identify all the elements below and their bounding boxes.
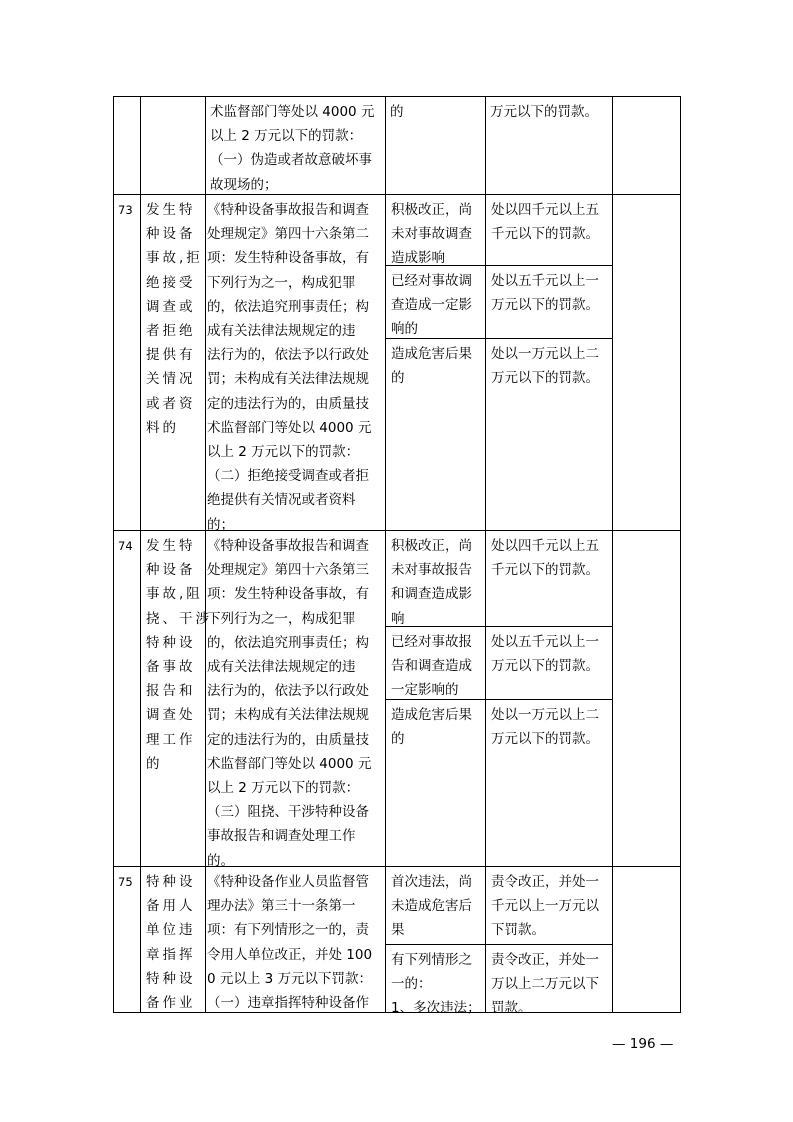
penalty-text: 责令改正，并处一 [491,952,599,968]
violation-subject-text: 者拒绝 [146,323,196,339]
legal-basis-text: 术监督部门等处以 4000 元 [207,419,372,436]
row-number: 73 [118,203,133,217]
legal-basis-text: 《特种设备事故报告和调查 [207,202,369,218]
circumstance-text: 未造成危害后 [391,898,472,915]
legal-basis-text: 项：有下列情形之一的，责 [207,922,369,939]
table-border-vertical [205,96,206,1013]
violation-subject-text: 绝接受 [146,274,196,291]
penalty-text: 万元以下的罚款。 [491,370,599,387]
table-border-vertical [113,96,114,1013]
penalty-text: 万以上二万元以下 [491,976,599,993]
penalty-text: 处以五千元以上一 [491,273,599,289]
legal-basis-text: 0 元以上 3 万元以下罚款： [207,970,373,987]
violation-subject-text: 单位违 [146,922,196,939]
violation-subject-text: 特种设 [146,634,196,651]
violation-subject-text: 提供有 [146,347,196,364]
circumstance-text: 积极改正，尚 [391,202,472,218]
legal-basis-text: 项：发生特种设备事故，有 [207,250,369,267]
penalty-text: 万元以下的罚款。 [491,658,599,675]
violation-subject-text: 或者资 [146,395,196,412]
violation-subject-text: 调查或 [146,298,196,315]
penalty-text: 千元以上一万元以 [491,898,599,915]
circumstance-text: 未对事故报告 [391,562,472,579]
legal-basis-text: 法行为的，依法予以行政处 [207,347,369,364]
legal-basis-text: 成有关法律法规规定的违 [207,323,356,339]
circumstance-text: 已经对事故调 [391,273,472,289]
legal-basis-text: 故现场的； [210,176,278,193]
circumstance-text: 的 [390,104,404,120]
penalty-text: 千元以下的罚款。 [491,226,599,243]
legal-basis-text: 法行为的，依法予以行政处 [207,683,369,700]
penalty-text: 下罚款。 [491,922,545,939]
table-border-horizontal [385,944,613,945]
violation-subject-text: 事故,拒 [146,250,203,267]
legal-basis-text: 罚；未构成有关法律法规规 [207,707,369,724]
violation-subject-text: 的 [146,755,163,772]
violation-subject-text: 调查处 [146,707,196,724]
penalty-text: 千元以下的罚款。 [491,562,599,579]
legal-basis-text: 定的违法行为的，由质量技 [207,395,369,412]
legal-basis-text: 下列行为之一，构成犯罪 [207,610,356,627]
violation-subject-text: 备事故 [146,659,196,675]
penalty-text: 处以一万元以上二 [491,346,599,362]
circumstance-text: 的 [391,370,405,387]
circumstance-text: 造成危害后果 [391,707,472,723]
penalty-text: 处以四千元以上五 [491,538,599,554]
circumstance-text: 有下列情形之 [391,952,472,968]
penalty-text: 处以五千元以上一 [491,634,599,650]
circumstance-text: 查造成一定影 [391,297,472,314]
legal-basis-text: 处理规定》第四十六条第三 [207,562,369,579]
legal-basis-text: 以上 2 万元以下的罚款： [207,444,360,460]
circumstance-text: 一定影响的 [391,682,459,699]
legal-basis-text: 理办法》第三十一条第一 [207,898,356,915]
table-border-vertical [680,96,681,1013]
violation-subject-text: 章指挥 [146,946,196,963]
legal-basis-text: 《特种设备事故报告和调查 [207,538,369,554]
table-border-horizontal [113,866,681,867]
table-border-vertical [612,96,613,1013]
circumstance-text: 1、多次违法； [391,1000,481,1017]
legal-basis-text: 的，依法追究刑事责任；构 [207,298,369,315]
legal-basis-text: 处理规定》第四十六条第二 [207,226,369,243]
violation-subject-text: 种设备 [146,226,196,243]
violation-subject-text: 特种设 [146,874,196,890]
legal-basis-text: 定的违法行为的，由质量技 [207,731,369,748]
violation-subject-text: 备用人 [146,898,196,915]
circumstance-text: 响的 [391,321,418,338]
legal-basis-text: （二）拒绝接受调查或者拒 [207,468,369,485]
violation-subject-text: 发生特 [146,538,196,554]
legal-basis-text: （一）违章指挥特种设备作 [207,995,369,1011]
violation-subject-text: 料的 [146,419,179,436]
circumstance-text: 造成影响 [391,250,445,267]
legal-basis-text: （一）伪造或者故意破坏事 [210,152,372,169]
legal-basis-text: 的； [207,516,234,533]
violation-subject-text: 报告和 [146,683,196,700]
legal-basis-text: 《特种设备作业人员监督管 [207,874,369,890]
penalty-text: 罚款。 [491,1000,532,1017]
violation-subject-text: 种设备 [146,562,196,579]
circumstance-text: 响 [391,610,405,627]
legal-basis-text: 下列行为之一，构成犯罪 [207,274,356,291]
violation-subject-text: 备作业 [146,995,196,1011]
legal-basis-text: 罚；未构成有关法律法规规 [207,371,369,388]
violation-subject-text: 事故,阻 [146,586,203,603]
circumstance-text: 已经对事故报 [391,634,472,650]
legal-basis-text: 事故报告和调查处理工作 [207,828,356,845]
table-border-horizontal [385,626,613,627]
legal-basis-text: 的，依法追究刑事责任；构 [207,634,369,651]
circumstance-text: 首次违法，尚 [391,874,472,890]
legal-basis-text: 以上 2 万元以下的罚款： [207,780,360,796]
legal-basis-text: 术监督部门等处以 4000 元 [207,755,372,772]
penalty-text: 万元以下的罚款。 [491,297,599,314]
circumstance-text: 告和调查造成 [391,658,472,675]
row-number: 75 [118,875,133,889]
circumstance-text: 未对事故调查 [391,226,472,243]
circumstance-text: 积极改正，尚 [391,538,472,554]
page-number: — 196 — [612,1036,674,1052]
penalty-text: 责令改正，并处一 [491,874,599,890]
table-border-horizontal [113,96,681,97]
legal-basis-text: 成有关法律法规规定的违 [207,659,356,675]
violation-subject-text: 发生特 [146,202,196,218]
violation-subject-text: 特种设 [146,970,196,987]
table-border-horizontal [113,530,681,531]
legal-basis-text: 绝提供有关情况或者资料 [207,492,356,509]
circumstance-text: 造成危害后果 [391,346,472,362]
penalty-text: 万元以下的罚款。 [490,104,598,120]
legal-basis-text: 令用人单位改正，并处 100 [207,946,373,963]
legal-basis-text: 术监督部门等处以 4000 元 [210,104,375,120]
legal-basis-text: （三）阻挠、干涉特种设备 [207,804,369,821]
legal-basis-text: 以上 2 万元以下的罚款： [210,128,363,145]
violation-subject-text: 理工作 [146,731,196,748]
table-border-vertical [140,96,141,1013]
penalty-text: 处以四千元以上五 [491,202,599,218]
legal-basis-text: 项：发生特种设备事故，有 [207,586,369,603]
table-border-vertical [485,96,486,1013]
violation-subject-text: 挠、干涉 [146,610,212,627]
table-border-vertical [385,96,386,1013]
row-number: 74 [118,539,133,553]
penalty-text: 处以一万元以上二 [491,707,599,723]
table-border-horizontal [385,338,613,339]
penalty-text: 万元以下的罚款。 [491,731,599,748]
legal-basis-text: 的。 [207,852,234,869]
violation-subject-text: 关情况 [146,371,196,388]
circumstance-text: 和调查造成影 [391,586,472,603]
circumstance-text: 一的： [391,976,432,993]
table-border-horizontal [113,194,681,195]
circumstance-text: 的 [391,731,405,748]
circumstance-text: 果 [391,922,405,939]
